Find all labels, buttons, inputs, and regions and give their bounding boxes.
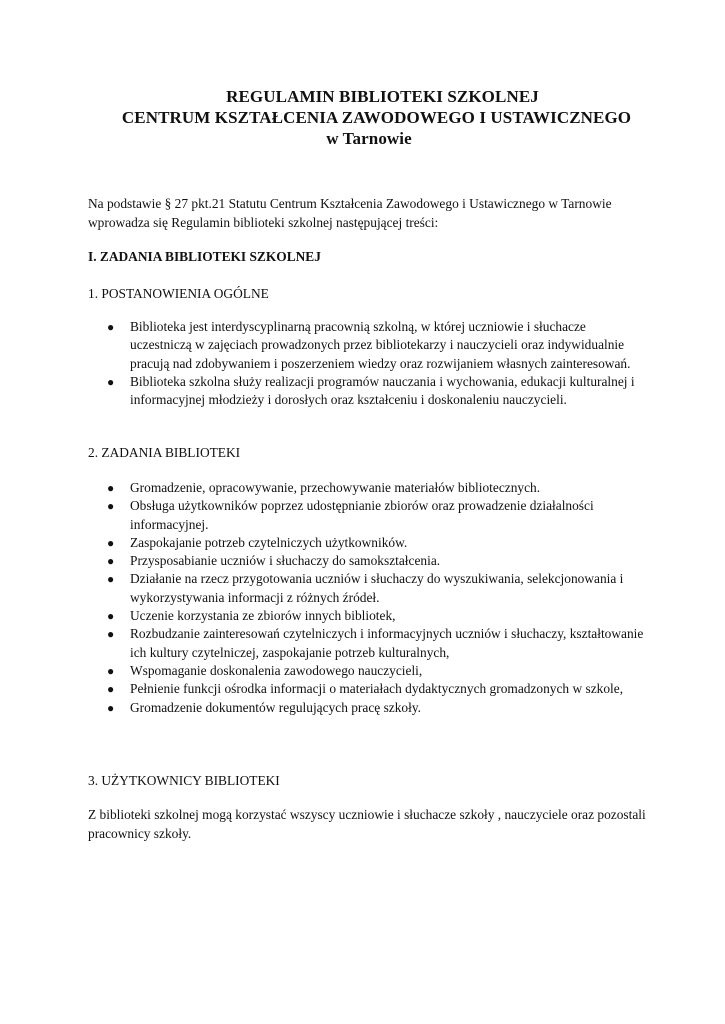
title-line-1: REGULAMIN BIBLIOTEKI SZKOLNEJ (226, 87, 539, 106)
bullet-icon: ● (107, 572, 115, 587)
document-title (0, 86, 725, 149)
bullet-icon: ● (107, 374, 115, 389)
bullet-icon: ● (107, 481, 115, 495)
list-item-text: Zaspokajanie potrzeb czytelniczych użytkowników. (130, 534, 408, 550)
postanowienia-list (88, 318, 648, 409)
list-item-text: Działanie na rzecz przygotowania uczniów i słuchaczy do wyszukiwania, selekcjonowania i wykorzystywania informacji z różnych źródeł. (130, 571, 624, 605)
bullet-icon: ● (107, 627, 115, 642)
list-item (88, 318, 648, 373)
section-heading-zadania-biblioteki-szkolnej: I. ZADANIA BIBLIOTEKI SZKOLNEJ (88, 249, 321, 264)
list-item (88, 552, 648, 570)
section-heading-zadania-biblioteki: 2. ZADANIA BIBLIOTEKI (88, 445, 241, 460)
bullet-icon: ● (107, 320, 115, 334)
zadania-list (88, 479, 648, 717)
bullet-icon: ● (107, 535, 115, 550)
section-heading-uzytkownicy-biblioteki: 3. UŻYTKOWNICY BIBLIOTEKI (88, 773, 280, 788)
bullet-icon: ● (107, 663, 115, 678)
title-line-3: w Tarnowie (326, 129, 412, 148)
list-item-text: Wspomaganie doskonalenia zawodowego nauczycieli, (130, 662, 423, 678)
list-item-text: Gromadzenie, opracowywanie, przechowywanie materiałów bibliotecznych. (130, 480, 541, 495)
title-line-2: CENTRUM KSZTAŁCENIA ZAWODOWEGO I USTAWICZNEGO (121, 108, 632, 127)
list-item (88, 625, 648, 662)
list-item (88, 662, 648, 680)
list-item (88, 373, 648, 410)
list-item (88, 497, 648, 534)
list-item (88, 534, 648, 552)
list-item-text: Uczenie korzystania ze zbiorów innych bibliotek, (130, 608, 396, 624)
list-item-text: Rozbudzanie zainteresowań czytelniczych i informacyjnych uczniów i słuchaczy, kształtowanie ich kultury czytelniczej, zaspokajanie potrzeb kulturalnych, (130, 626, 644, 660)
bullet-icon: ● (107, 609, 115, 624)
bullet-icon: ● (107, 499, 115, 514)
list-item-text: Obsługa użytkowników poprzez udostępnianie zbiorów oraz prowadzenie działalności informacyjnej. (130, 498, 594, 532)
list-item (88, 699, 648, 717)
bullet-icon: ● (107, 554, 115, 569)
list-item-text: Biblioteka jest interdyscyplinarną pracownią szkolną, w której uczniowie i słuchacze uczestniczą w zajęciach prowadzonych przez bibliotekarzy i nauczycieli oraz indywidualnie pracują nad zdobywaniem i poszerzeniem wiedzy oraz rozwijaniem własnych zainteresowań. (130, 319, 631, 371)
list-item-text: Przysposabianie uczniów i słuchaczy do samokształcenia. (130, 553, 441, 569)
list-item-text: Gromadzenie dokumentów regulujących pracę szkoły. (130, 699, 422, 715)
list-item (88, 607, 648, 625)
section-heading-postanowienia-ogolne: 1. POSTANOWIENIA OGÓLNE (88, 286, 269, 301)
list-item (88, 570, 648, 607)
uzytkownicy-paragraph: Z biblioteki szkolnej mogą korzystać wszyscy uczniowie i słuchacze szkoły , nauczyciele oraz pozostali pracownicy szkoły. (88, 807, 646, 841)
bullet-icon: ● (107, 682, 115, 697)
list-item (88, 680, 648, 698)
list-item (88, 479, 648, 497)
intro-paragraph: Na podstawie § 27 pkt.21 Statutu Centrum Kształcenia Zawodowego i Ustawicznego w Tarnowie wprowadza się Regulamin biblioteki szkolnej następującej treści: (88, 196, 612, 230)
list-item-text: Pełnienie funkcji ośrodka informacji o materiałach dydaktycznych gromadzonych w szkole, (130, 681, 624, 697)
list-item-text: Biblioteka szkolna służy realizacji programów nauczania i wychowania, edukacji kulturalnej i informacyjnej młodzieży i dorosłych oraz kształceniu i doskonaleniu nauczycieli. (130, 373, 635, 408)
bullet-icon: ● (107, 700, 115, 715)
